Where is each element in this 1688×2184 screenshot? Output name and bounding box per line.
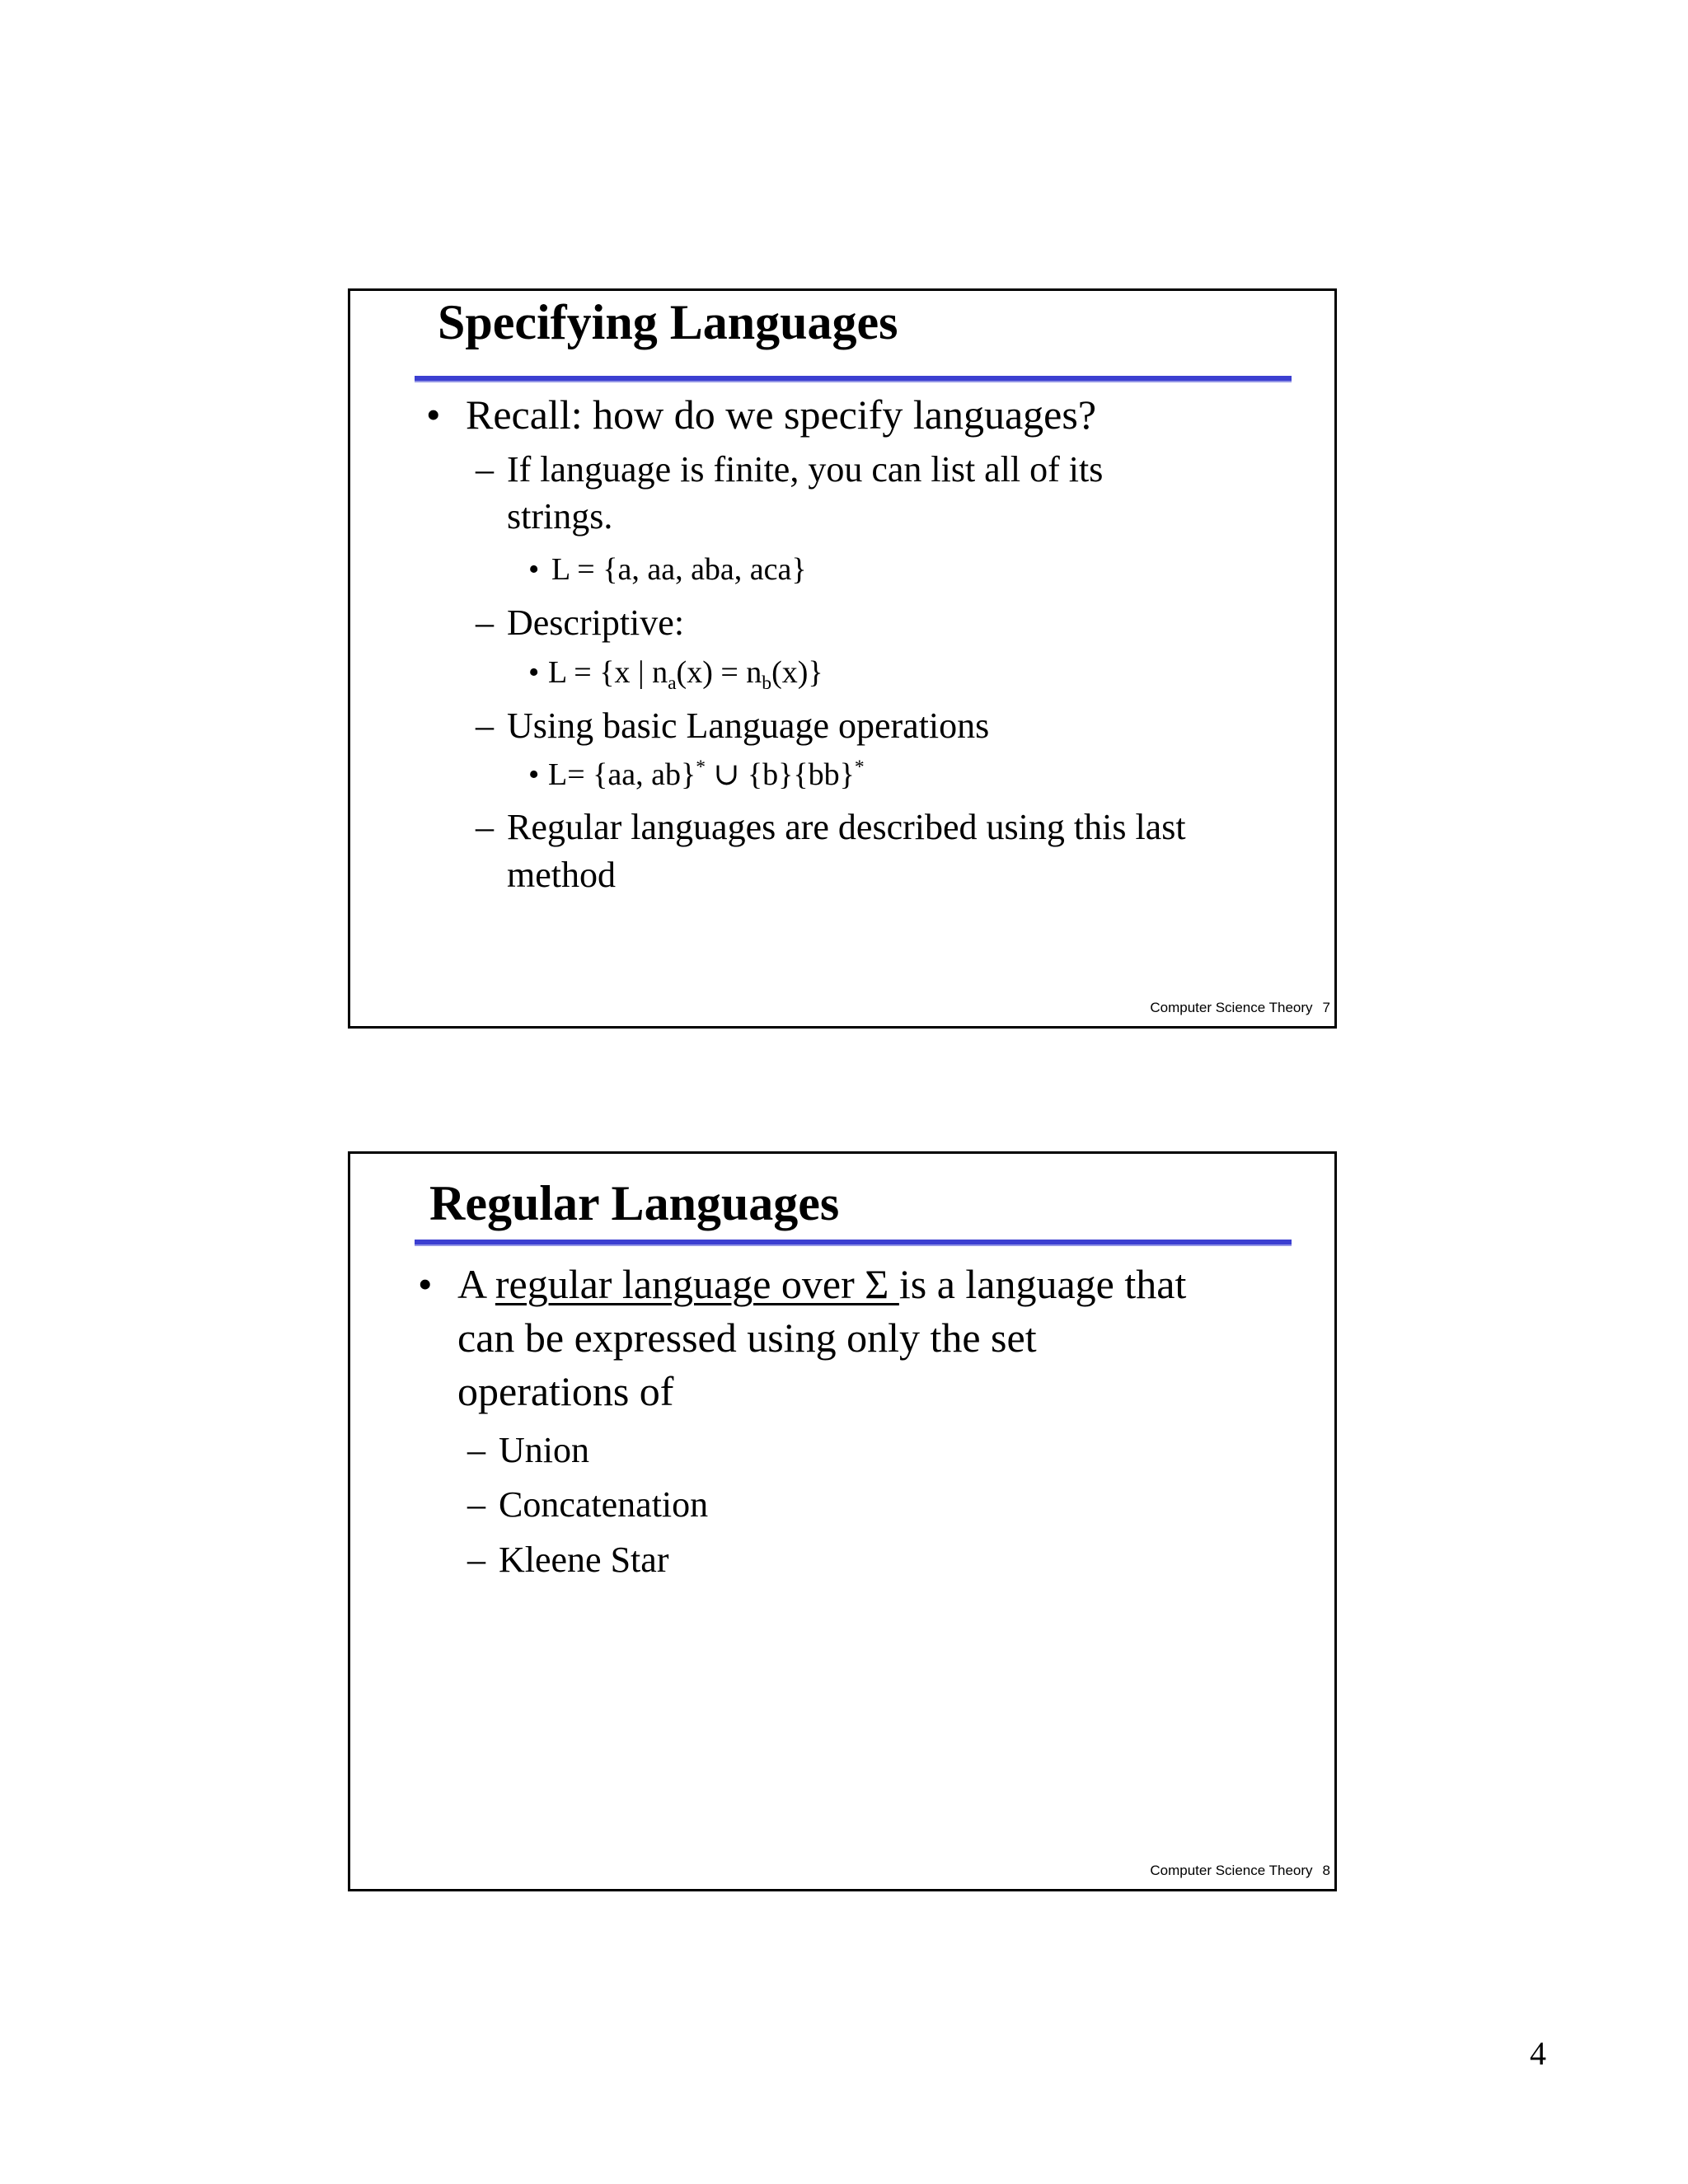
sub-bullet-text: Descriptive: xyxy=(507,602,685,643)
bullet-item xyxy=(426,388,441,441)
footer-label: Computer Science Theory xyxy=(1150,1863,1313,1878)
operations-formula: L= {aa, ab}* ∪ {b}{bb}* xyxy=(548,756,865,792)
title-divider xyxy=(415,376,1292,381)
bullet-marker: • xyxy=(528,552,540,587)
operation-union: Union xyxy=(499,1430,589,1470)
slide-title: Regular Languages xyxy=(429,1176,840,1230)
slide-footer xyxy=(1150,1863,1330,1879)
dash-marker: – xyxy=(476,807,494,847)
bullet-text: Recall: how do we specify languages? xyxy=(466,391,1097,438)
page-number: 4 xyxy=(1530,2035,1546,2072)
operation-kleene-star: Kleene Star xyxy=(499,1540,669,1580)
definition-line-1: A regular language over Σ is a language that xyxy=(457,1261,1187,1307)
slide-footer xyxy=(1150,1000,1330,1016)
dash-marker: – xyxy=(467,1484,485,1525)
descriptive-formula: L = {x | $n_a(x) = n_b(x)$} xyxy=(548,655,823,695)
union-symbol: ∪ xyxy=(713,757,740,792)
footer-slide-number: 8 xyxy=(1322,1863,1330,1878)
dash-marker: – xyxy=(467,1540,485,1580)
definition-line-2: can be expressed using only the set xyxy=(457,1315,1037,1361)
bullet-marker: • xyxy=(528,655,540,690)
bullet-marker: • xyxy=(418,1261,433,1307)
dash-marker: – xyxy=(476,705,494,746)
definition-line-3: operations of xyxy=(457,1368,674,1414)
slide-regular-languages xyxy=(348,1151,1337,1891)
slide-specifying-languages xyxy=(348,288,1337,1029)
example-text: L = {a, aa, aba, aca} xyxy=(551,552,807,587)
sub-bullet-text: If language is finite, you can list all of its xyxy=(507,449,1104,490)
title-divider xyxy=(415,1240,1292,1244)
operation-concatenation: Concatenation xyxy=(499,1484,709,1525)
regular-language-term: regular language over Σ xyxy=(495,1261,899,1307)
dash-marker: – xyxy=(476,602,494,643)
sub-bullet-text: Regular languages are described using this last xyxy=(507,807,1186,847)
sub-bullet-text: Using basic Language operations xyxy=(507,705,990,746)
footer-label: Computer Science Theory xyxy=(1150,1000,1313,1015)
bullet-marker: • xyxy=(528,757,540,792)
slide-title: Specifying Languages xyxy=(438,295,898,349)
dash-marker: – xyxy=(467,1430,485,1470)
footer-slide-number: 7 xyxy=(1322,1000,1330,1015)
sub-bullet-text-cont: method xyxy=(507,855,616,895)
dash-marker: – xyxy=(476,449,494,490)
sub-bullet-text-cont: strings. xyxy=(507,496,613,537)
bullet-marker: • xyxy=(426,391,441,438)
